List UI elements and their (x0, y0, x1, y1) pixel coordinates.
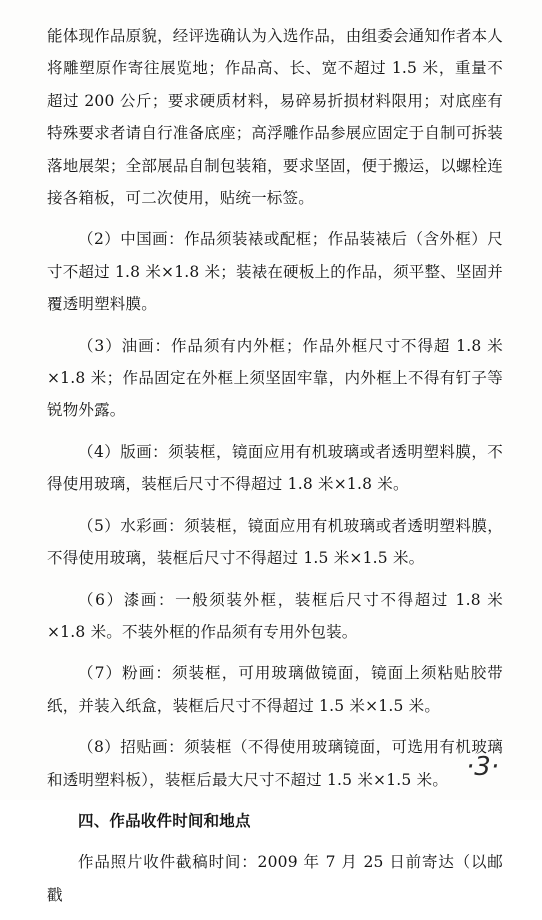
paragraph-deadline: 作品照片收件截稿时间：2009 年 7 月 25 日前寄达（以邮戳 (47, 853, 503, 904)
paragraph-pastel: （7）粉画：须装框，可用玻璃做镜面，镜面上须粘贴胶带纸，并装入纸盒，装框后尺寸不得超过 1.5 米×1.5 米。 (47, 664, 503, 715)
paragraph-poster: （8）招贴画：须装框（不得使用玻璃镜面，可选用有机玻璃和透明塑料板），装框后最大尺寸不超过 1.5 米×1.5 米。 (47, 738, 503, 789)
paragraph-sculpture-continued: 能体现作品原貌，经评选确认为入选作品，由组委会通知作者本人将雕塑原作寄往展览地；作品高、长、宽不超过 1.5 米，重量不超过 200 公斤；要求硬质材料，易碎易折损材料限用；对底座有特殊要求者请自行准备底座；高浮雕作品参展应固定于自制可拆装落地展架；全部展品自制包装箱，要求坚固，便于搬运，以螺栓连接各箱板，可二次使用，贴统一标签。 (47, 27, 503, 208)
paragraph-printmaking: （4）版画：须装框，镜面应用有机玻璃或者透明塑料膜，不得使用玻璃，装框后尺寸不得超过 1.8 米×1.8 米。 (47, 442, 503, 494)
paragraph-watercolor: （5）水彩画：须装框，镜面应用有机玻璃或者透明塑料膜，不得使用玻璃，装框后尺寸不得超过 1.5 米×1.5 米。 (47, 516, 503, 568)
paragraph-chinese-painting: （2）中国画：作品须装裱或配框；作品装裱后（含外框）尺寸不超过 1.8 米×1.8 米；装裱在硬板上的作品，须平整、坚固并覆透明塑料膜。 (47, 230, 503, 314)
paragraph-oil-painting: （3）油画：作品须有内外框；作品外框尺寸不得超 1.8 米×1.8 米；作品固定在外框上须坚固牢靠，内外框上不得有钉子等锐物外露。 (47, 336, 503, 420)
paragraph-lacquer-painting: （6）漆画：一般须装外框，装框后尺寸不得超过 1.8 米×1.8 米。不装外框的作品须有专用外包装。 (47, 590, 503, 641)
section-heading: 四、作品收件时间和地点 (78, 810, 251, 830)
document-body (47, 20, 503, 920)
page-number: ·3· (466, 752, 500, 782)
